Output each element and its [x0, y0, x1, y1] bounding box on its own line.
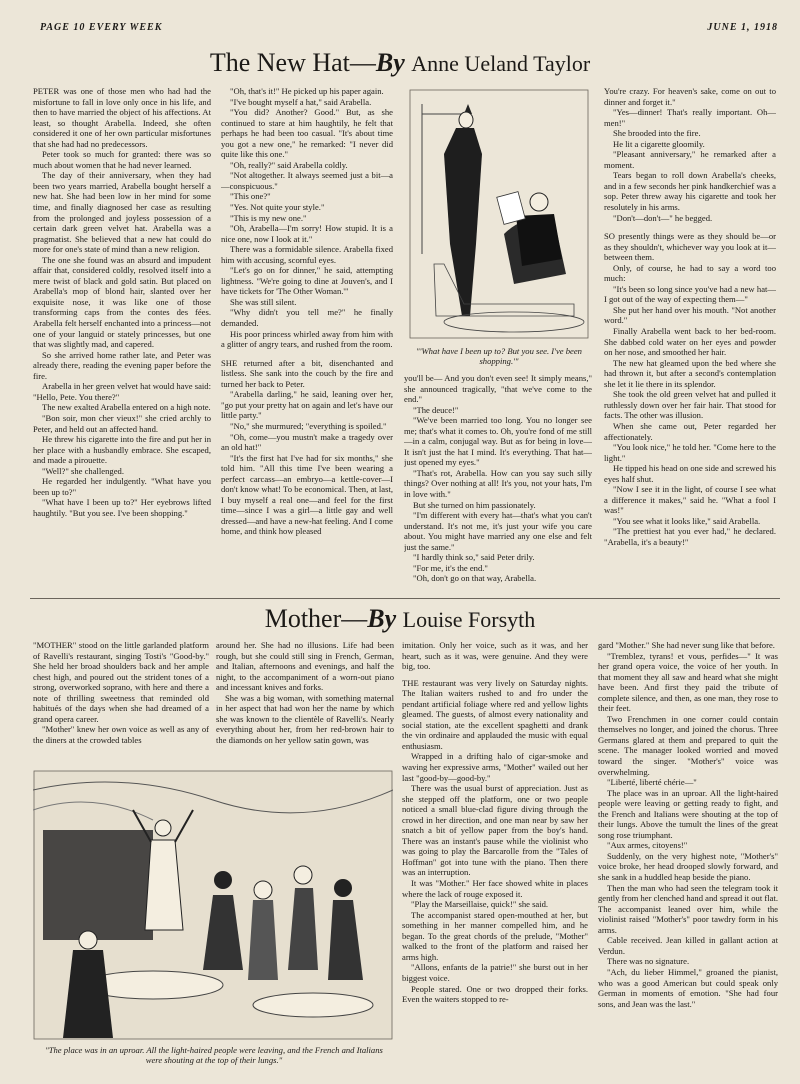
paragraph: "Not altogether. It always seemed just a bit—a—conspicuous." — [221, 170, 393, 191]
paragraph: He threw his cigarette into the fire and put her in her place with a husbandly embrace. She escaped, and made a pirouette. — [33, 434, 211, 466]
paragraph: The place was in an uproar. All the light-haired people were leaving or getting ready to fight, and the French and Italians were shouting at the top of their lungs. Above the tumult the lines of the great song rose triumphant. — [598, 787, 778, 840]
paragraph: Then the man who had seen the telegram took it gently from her clenched hand and spread it out flat. The accompanist leaned over him, while the violinist raised "Mother's" poor tawdry form in his arms. — [598, 882, 778, 935]
story2-caption: "The place was in an uproar. All the light-haired people were leaving, and the French and Italians were shouting at the top of their lungs." — [45, 1045, 383, 1065]
story1-title-text: The New Hat— — [209, 48, 376, 77]
paragraph: "Don't—don't—" he begged. — [613, 212, 713, 223]
paragraph: Only, of course, he had to say a word too much: — [604, 262, 776, 284]
paragraph: you'll be— And you don't even see! It simply means," she announced tragically, "that we've come to the end." — [404, 373, 592, 405]
paragraph: "I hardly think so," said Peter drily. — [413, 552, 535, 563]
paragraph: It was "Mother." Her face showed white in places where the lack of rouge exposed it. — [402, 878, 588, 899]
story2-column-2 — [216, 640, 394, 768]
story2-column-1 — [33, 640, 209, 768]
paragraph: "Oh, come—you mustn't make a tragedy over an old hat!" — [221, 431, 393, 453]
paragraph: The one she found was an absurd and impudent affair that, considered coldly, resolved itself into a mere twist of black and gold satin. But placed on Arabella's mop of blond hair, slanted over her exquisite nose, it was like one of those transforming caps from the contes des fées. Arabella felt herself enchanted into a princess—not one of your languid or stately princesses, but one that was slightly mad, and capered. — [33, 254, 211, 350]
man-figure — [516, 214, 562, 266]
paragraph: Two Frenchmen in one corner could contain themselves no longer, and joined the chorus. Three Germans glared at them and prepared to quit the scene. The manager looked worried and moved toward the singer. "Mother's" voice was overwhelming. — [598, 713, 778, 777]
story1-column-2 — [221, 86, 393, 591]
paragraph: He regarded her indulgently. "What have you been up to?" — [33, 476, 211, 497]
dark-doorway — [43, 830, 153, 940]
paragraph: "Let's go on for dinner," he said, attempting lightness. "We're going to dine at Jouven's, and I have tickets for 'The Other Woman.'" — [221, 265, 393, 297]
story2-column-3 — [402, 640, 588, 1078]
paragraph: around her. She had no illusions. Life had been rough, but she could still sing in French, German, and Italian, afternoons and evenings, and half the night, to the accompaniment of a worn-out piano and incessant knives and forks. — [216, 640, 394, 693]
paragraph: He lit a cigarette gloomily. — [613, 138, 705, 149]
paragraph: "Play the Marseillaise, quick!" she said. — [411, 899, 549, 910]
story1-column-4 — [604, 86, 776, 591]
paragraph: She brooded into the fire. — [613, 128, 701, 139]
paragraph: "It's the first hat I've had for six months," she told him. "All this time I've been wearing a perfect carcass—an embryo—a kettle-cover—I don't know what! To be economical. Then, at last, I buy myself a real one—and feel for the first time—since I was a girl—a little gay and well dressed—and have a new-hat feeling. And I come home, and think how pleased — [221, 452, 393, 537]
paragraph: "Bon soir, mon cher vieux!" she cried archly to Peter, and held out an affected hand. — [33, 412, 211, 434]
paragraph: "What have I been up to?" Her eyebrows lifted haughtily. "But you see. I've been shopping." — [33, 497, 211, 518]
paragraph: PETER was one of those men who had had the misfortune to fall in love only once in his life, and then to have married the object of his affections. At least, so thought Arabella. Indeed, she often considered it one of her own particular misfortunes that she had had no predecessors. — [33, 86, 211, 149]
paragraph: His poor princess whirled away from him with a glitter of angry tears, and rushed from the room. — [221, 328, 393, 350]
paragraph: SHE returned after a bit, disenchanted and listless. She sank into the couch by the fire and turned her back to Peter. — [221, 357, 393, 389]
paragraph: When she came out, Peter regarded her affectionately. — [604, 420, 776, 442]
paragraph: "That's rot, Arabella. How can you say such silly things? Over nothing at all! It's you, not your hats, I'm in love with." — [404, 467, 592, 500]
story1-title — [0, 48, 800, 78]
paragraph: She took the old green velvet hat and pulled it ruthlessly down over her fair hair. That stood for facts. The other was illusion. — [604, 389, 776, 421]
paragraph: You're crazy. For heaven's sake, come on out to dinner and forget it." — [604, 86, 776, 107]
story1-caption: "'What have I been up to? But you see. I've been shopping.'" — [416, 346, 582, 366]
paragraph: "Ach, du lieber Himmel," groaned the pianist, who was a good American but could speak only German in moments of emotion. "She had four sons, and Jean was the last." — [598, 966, 778, 1009]
paragraph: "We've been married too long. You no longer see me; that's what it comes to. Oh, you're fond of me still—in a calm, conjugal way. But as for being in love—It isn't just the hat I mind. It's everything. That hat—just opened my eyes." — [404, 415, 592, 468]
paragraph: SO presently things were as they should be—or as they shouldn't, whichever way you look at it—between them. — [604, 231, 776, 263]
paragraph: imitation. Only her voice, such as it was, and her heart, such as it was, were genuine. And they were big, too. — [402, 640, 588, 672]
paragraph: "I'm different with every hat—that's what you can't understand. It's not me, it's just your wife you care about. You might have married any one else and felt just the same." — [404, 510, 592, 552]
paragraph: "Oh, don't go on that way, Arabella. — [413, 573, 537, 584]
story2-title-text: Mother— — [264, 604, 368, 633]
paragraph: "Liberté, liberté chérie—" — [607, 777, 697, 788]
story2-by: By — [367, 604, 397, 633]
paragraph: "Aux armes, citoyens!" — [607, 840, 688, 851]
telegram-text: Cable received. Jean killed in gallant action at Verdun. — [598, 935, 778, 956]
paragraph: "This one?" — [230, 191, 271, 202]
paragraph: Peter took so much for granted: there was so much about women that he had never learned. — [33, 149, 211, 170]
woman-figure — [444, 128, 482, 316]
page-header-date: JUNE 1, 1918 — [707, 22, 778, 33]
paragraph: "Yes. Not quite your style." — [230, 202, 325, 213]
paragraph: Suddenly, on the very highest note, "Mother's" voice broke, her head drooped slowly forward, and she sank in a huddled heap beside the piano. — [598, 850, 778, 883]
paragraph: There was the usual burst of appreciation. Just as she stepped off the platform, one or two people noticed a small blue-clad figure diving through the crowd in her direction, and one man near by saw her snatch a bit of yellow paper from the boy's hand. There was an instant's pause while the violinist who was going to play the Barcarolle from the "Tales of Hoffman" got into tune with the piano. Then there was an interruption. — [402, 783, 588, 878]
man-head — [530, 193, 548, 211]
paragraph: He tipped his head on one side and screwed his eyes half shut. — [604, 463, 776, 484]
singer-head — [155, 820, 171, 836]
paragraph: She was a big woman, with something maternal in her aspect that had won her the name by which she was known to the clientèle of Ravelli's. Nearly everything about her, from her red-brown hair to the diamonds on her yellow satin gown, was — [216, 692, 394, 745]
paragraph: "The deuce!" — [413, 404, 459, 415]
paragraph: "Yes—dinner! That's really important. Oh—men!" — [604, 107, 776, 128]
paragraph: "Oh, really?" said Arabella coldly. — [230, 159, 348, 170]
paragraph: "This is my new one." — [230, 212, 307, 223]
diner-head — [214, 871, 232, 889]
paragraph: gard "Mother." She had never sung like that before. — [598, 640, 775, 650]
paragraph: There was no signature. — [607, 956, 690, 967]
story2-column-4 — [598, 640, 778, 1078]
paragraph: "Pleasant anniversary," he remarked after a moment. — [604, 149, 776, 170]
paragraph: "Why didn't you tell me?" he finally demanded. — [221, 307, 393, 329]
paragraph: "Now I see it in the light, of course I see what a difference it makes," said he. "What a fool I was!" — [604, 484, 776, 516]
paragraph: "MOTHER" stood on the little garlanded platform of Ravelli's restaurant, singing Tosti's "Good-by." She held her broad shoulders back and her ample chest high, and poured out the strident tones of a strong, overworked soprano, with here and there a note of thrilling sweetness that reminded old habitués of the days when she had dreamed of a grand opera career. — [33, 640, 209, 724]
paragraph: THE restaurant was very lively on Saturday nights. The Italian waiters rushed to and fro under the pendant artificial foliage where red and yellow lights gleamed. The guests, of almost every nationality and social station, ate the excellent spaghetti and drank the vin ordinaire and applauded the music with equal enthusiasm. — [402, 677, 588, 751]
story1-column-1 — [33, 86, 211, 591]
paragraph: "Arabella darling," he said, leaning over her, "go put your pretty hat on again and let's have our little party." — [221, 389, 393, 421]
story1-by: By — [375, 48, 405, 77]
story2-author: Louise Forsyth — [402, 607, 536, 632]
paragraph: "You see what it looks like," said Arabella. — [613, 515, 761, 526]
paragraph: The new exalted Arabella entered on a high note. — [42, 402, 211, 413]
paragraph: "For me, it's the end." — [413, 562, 488, 573]
paragraph: "Oh, Arabella—I'm sorry! How stupid. It is a nice one, now I look at it." — [221, 223, 393, 244]
paragraph: "You did? Another? Good." But, as she continued to stare at him haughtily, he felt that perhaps he had been too casual. "It's about time you got a new one," he remarked: "I never did quite like this one." — [221, 107, 393, 160]
paragraph: "Tremblez, tyrans! et vous, perfides—" It was her grand opera voice, the voice of her youth. In that moment they all saw and heard what she might have been. And first they paid the tribute of complete silence, and then, as one man, they rose to their feet. — [598, 650, 778, 714]
paragraph: "Well?" she challenged. — [42, 465, 124, 476]
paragraph: "Oh, that's it!" He picked up his paper again. — [230, 86, 384, 96]
paragraph: The accompanist stared open-mouthed at her, but something in her manner compelled him, and he began. To the great chords of the prelude, "Mother" walked to the front of the platform and raised her arms high. — [402, 909, 588, 962]
paragraph: People stared. One or two dropped their forks. Even the waiters stopped to re- — [402, 983, 588, 1005]
paragraph: "Allons, enfants de la patrie!" she burst out in her biggest voice. — [402, 962, 588, 983]
paragraph: "Mother" knew her own voice as well as any of the diners at the crowded tables — [33, 724, 209, 745]
paragraph: "I've bought myself a hat," said Arabella. — [230, 96, 372, 107]
paragraph: The new hat gleamed upon the bed where she had thrown it, but after a second's contemplation she let it lie there in its splendor. — [604, 357, 776, 389]
paragraph: So she arrived home rather late, and Peter was already there, reading the evening paper before the fire. — [33, 349, 211, 381]
paragraph: "It's been so long since you've had a new hat—I got out of the way of expecting them—" — [604, 283, 776, 305]
paragraph: "The prettiest hat you ever had," he declared. "Arabella, it's a beauty!" — [604, 526, 776, 547]
page-header-left: PAGE 10 EVERY WEEK — [40, 22, 163, 33]
paragraph: Finally Arabella went back to her bed-room. She dabbed cold water on her eyes and powder on her nose, and smoothed her hair. — [604, 326, 776, 358]
paragraph: "You look nice," he told her. "Come here to the light." — [604, 442, 776, 463]
illustration-couple-at-fireplace — [404, 84, 594, 344]
story1-author: Anne Ueland Taylor — [411, 51, 591, 76]
paragraph: Wrapped in a drifting halo of cigar-smoke and waving her expressive arms, "Mother" wailed out her last "good-by—good-by." — [402, 751, 588, 783]
paragraph: Arabella in her green velvet hat would have said: "Hello, Pete. You there?" — [33, 381, 211, 402]
story1-column-3 — [404, 373, 592, 591]
paragraph: But she turned on him passionately. — [413, 499, 536, 510]
paragraph: She put her hand over his mouth. "Not another word." — [604, 304, 776, 326]
paragraph: Tears began to roll down Arabella's cheeks, and in a few seconds her pink handkerchief was a sop. Peter threw away his cigarette and took her resolutely in his arms. — [604, 170, 776, 213]
paragraph: She was still silent. — [230, 296, 297, 307]
illustration-restaurant-uproar — [33, 770, 393, 1040]
story2-title — [0, 604, 800, 634]
section-divider — [30, 598, 780, 599]
paragraph: The day of their anniversary, when they had been two years married, Arabella bought herself a new hat. She had been low in her mind for some time, and finally diagnosed her case as resulting from the prolonged and joyless possession of a certain dark green velvet hat. Arabella was a pragmatist. She believed that a new hat could do more for one's state of mind than a new religion. — [33, 170, 211, 255]
newspaper — [497, 192, 525, 225]
paragraph: "No," she murmured; "everything is spoiled." — [230, 420, 387, 431]
paragraph: There was a formidable silence. Arabella fixed him with accusing, scornful eyes. — [221, 244, 393, 265]
